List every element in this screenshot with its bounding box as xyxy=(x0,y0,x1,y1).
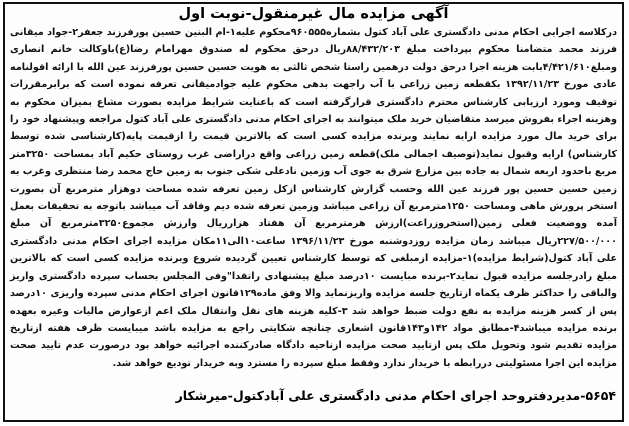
notice-paragraph: درکلاسه اجرایی احکام مدنی دادگستری علی آباد کتول بشماره۹۶۰۵۵۵محکوم علیه۱-ام البنین حسین پورفرزند جعفر۲-جواد میقانی فرزند محمد متضامنا محکوم بپرداخت مبلغ ۸۸/۴۳۲/۲۰۳ریال درحق محکوم له صندوق مهرامام رضا(ع)باوکالت خانم انصاری ومبلغ۴/۴۲۱/۶۱۰بابت هزینه اجرا درحق دولت درهمین راستا شخص ثالثی به هویت حسین حسین پورفرزند عین الله با ارائه اقولنامه عادی مورخ ۱۳۹۲/۱۱/۲۳ بکقطعه زمین زراعی با آب راجهت بدهی محکوم علیه جوادمیقانی تعرفه نموده است که برابرمقررات توقیف ومورد ارزیابی کارشناس محترم دادگستری قرارگرفته است که باعنایت شرایط مزایده بصورت مشاع بمیزان محکوم به وهزینه اجراء بفروش میرسد متقاضیان خرید ملک میتوانند به اجرای احکام مدنی دادگستری علی آباد کتول مراجعه وپیشنهاد خود را برای خرید مال مورد مزایده ارایه نمایند وبرنده مزایده کسی است که بالاترین قیمت را ازقیمت پایه(کارشناسی شده توسط کارشناس) ارایه وقبول نماید(توصیف اجمالی ملک)قطعه زمین زراعی واقع دراراضی غرب روستای حکیم آباد بمساحت ۳۲۵۰متر مربع باحدود اربعه شمال به جاده بین مزارع شرق به جوی آب وزمین نادعلی شکی جنوب به زمین حاج محمد رضا منتظری وغرب به زمین حسین حسین پور فرزند عین الله وحسب گزارش کارشناس ازکل زمین تعرفه شده مساحت دوهزار مترمربع آن بصورت استخر پرورش ماهی ومساحت ۱۲۵۰مترمربع آن زراعی میباشد وزمین تعرفه شده دیم وفاقد آب میباشد باتوجه به تحقیقات بعمل آمده ووضعیت فعلی زمین(استخروزراعت)ارزش هرمترمربع آن هفتاد هزارریال وارزش مجموع۳۲۵۰مترمربع آن مبلغ ۲۲۷/۵۰۰/۰۰۰ریال میباشد زمان مزایده روزدوشنبه مورخ ۱۳۹۶/۱۱/۲۳ ساعت۱۰الی۱۱مکان مزایده اجرای احکام مدنی دادگستری علی آباد کتول(شرایط مزایده)۱-مزایده ازمبلغی که توسط کارشناس تعیین گردیده شروع وبرنده مزایده کسی است که بالاترین مبلغ رادرجلسه مزایده قبول نماید۲-برنده مبایست ۱۰درصد مبلغ پیشنهادی راتقدا"وفی المجلس بحساب سپرده دادگستری واریز والباقی را حداکثر ظرف یکماه ازتاریخ جلسه مزایده واریزنماید والا وفق ماده۱۲۹قانون اجرای احکام مدنی سپرده واریزی ۱۰درصد پس از کسر هزینه مزایده به نفع دولت ضبط خواهد شد ۳-کلیه هزینه های نقل وانتقال ملک اعم ازعوارض مالیات وغیره بعهده برنده مزایده میباشد۴-مطابق مواد ۱۴۲و۱۴۳قانون اشعاری چنانچه شکایتی راجع به مزایده باشد میبایست ظرف هفته ازتاریخ مزایده تقدیم شود وتحویل ملک پس ازتایید صحت مزایده ازناحیه دادگاه صادرکننده اجرائیه خواهد بود درصورت عدم تایید صحت مزایده این اجرا مسئولیتی دررابطه با خریدار ندارد وفقط مبلغ سپرده را مسترد وبه خریدار تودیع خواهد شد. xyxy=(10,27,618,369)
auction-notice xyxy=(3,2,624,422)
notice-title: آگهی مزایده مال غیرمنقول-نوبت اول xyxy=(178,6,449,22)
notice-footer: ۵۶۵۴-مدیردفتروحد اجرای احکام مدنی دادگستری علی آبادکتول-میرشکار xyxy=(175,388,616,403)
notice-body xyxy=(5,24,622,386)
